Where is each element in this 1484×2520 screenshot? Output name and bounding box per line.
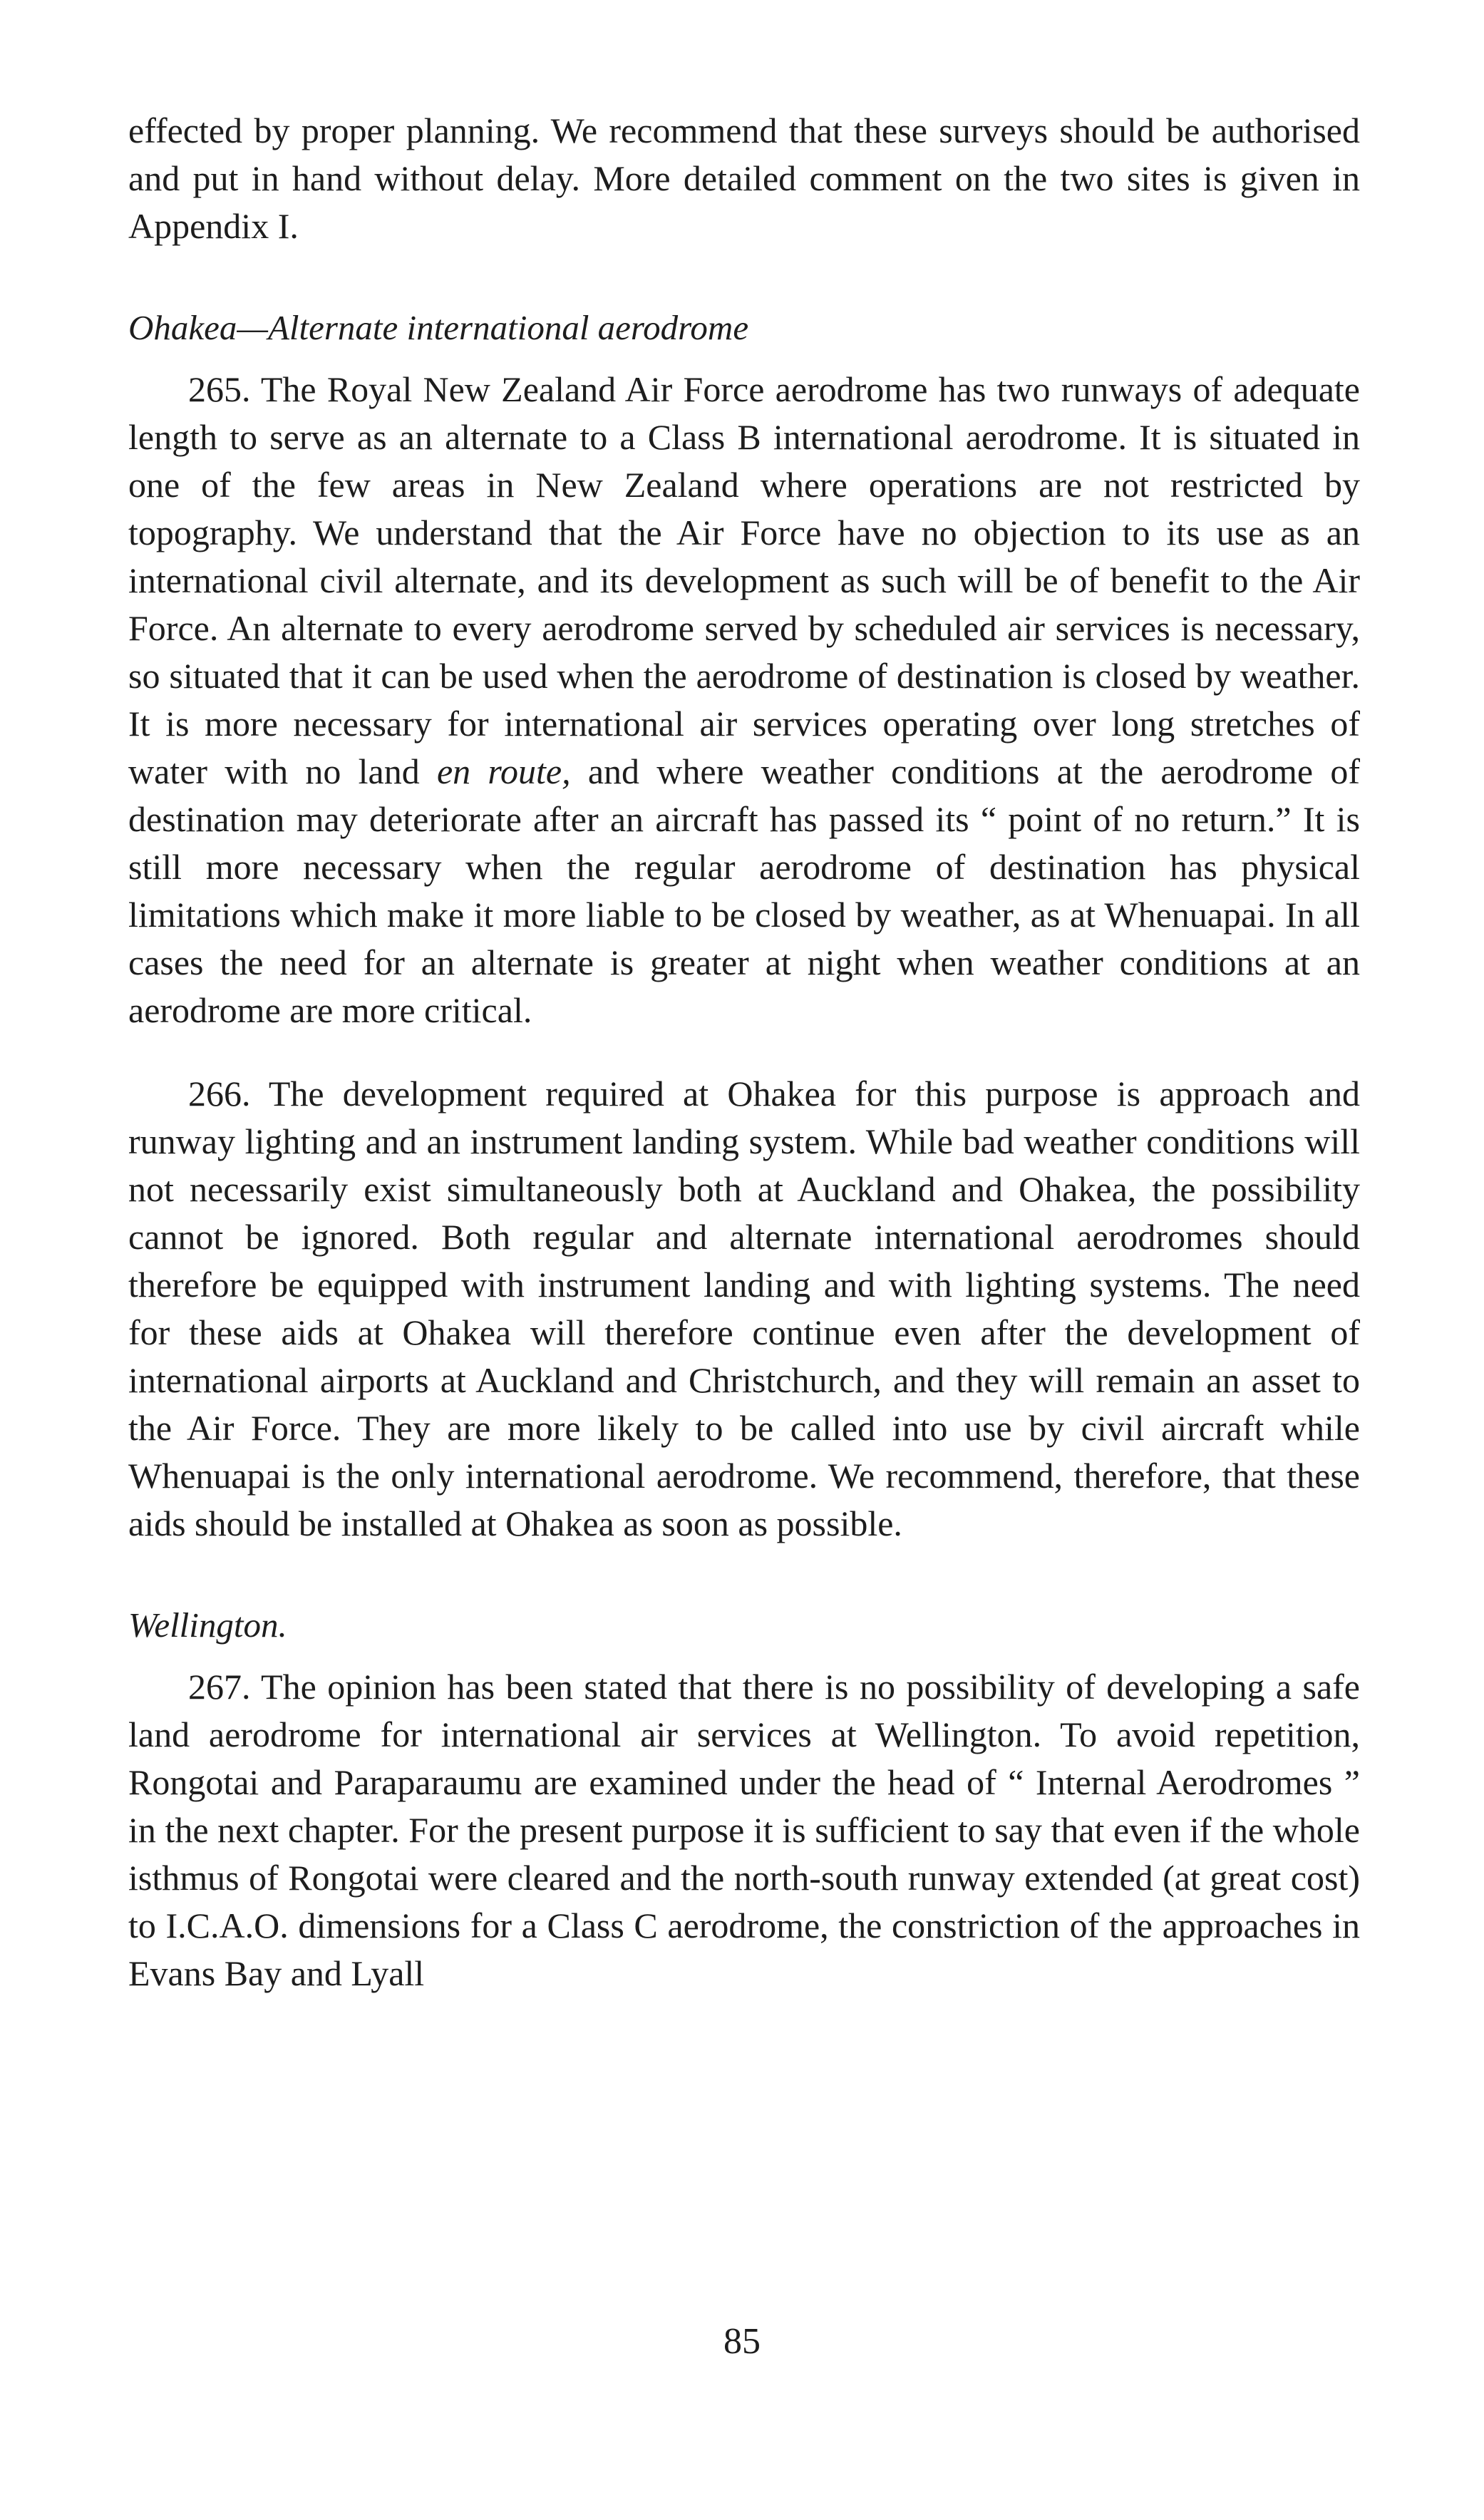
paragraph-266: 266. The development required at Ohakea for this purpose is approach and runway lighting and an instrument landing system. While bad weather conditions will not necessarily exist simultaneously both at Auckland and Ohakea, the possibility cannot be ignored. Both regular and alternate international aerodromes should therefore be equipped with instrument landing and with lighting systems. The need for these aids at Ohakea will therefore continue even after the development of international airports at Auckland and Christchurch, and they will remain an asset to the Air Force. They are more likely to be called into use by civil aircraft while Whenuapai is the only international aerodrome. We recommend, therefore, that these aids should be installed at Ohakea as soon as possible. bbox=[128, 1074, 1360, 1543]
spacer bbox=[128, 1649, 1360, 1663]
paragraph-265-text-end: and where weather conditions at the aerodrome of destination may deteriorate after an aircraft has passed its “ point of no return.” It is still more necessary when the regular aerodrome of destination has physical limitations which make it more liable to be closed by weather, as at Whenuapai. In all cases the need for an alternate is greater at night when weather conditions at an aerodrome are more critical. bbox=[128, 751, 1361, 1030]
spacer bbox=[128, 1548, 1360, 1601]
opening-paragraph: effected by proper planning. We recommend that these surveys should be authorised and put in hand without delay. More detailed comment on the two sites is given in Appendix I. bbox=[128, 110, 1360, 246]
paragraph-265-text-start: 265. The Royal New Zealand Air Force aerodrome has two runways of adequate length to serve as an alternate to a Class B international aerodrome. It is situated in one of the few areas in New Zealand where operations are not restricted by topography. We understand that the Air Force have no objection to its use as an international civil alternate, and its development as such will be of benefit to the Air Force. An alternate to every aerodrome served by scheduled air services is necessary, so situated that it can be used when the aerodrome of destination is closed by weather. It is more necessary for international air services operating over long stretches of water with no land bbox=[128, 369, 1360, 791]
document-page bbox=[128, 107, 1360, 1997]
section-heading-ohakea: Ohakea—Alternate international aerodrome bbox=[128, 308, 749, 347]
paragraph-265 bbox=[128, 366, 1360, 1034]
spacer bbox=[128, 351, 1360, 366]
paragraph-267: 267. The opinion has been stated that there is no possibility of developing a safe land aerodrome for international air services at Wellington. To avoid repetition, Rongotai and Paraparaumu are examined under the head of “ Internal Aerodromes ” in the next chapter. For the present purpose it is sufficient to say that even if the whole isthmus of Rongotai were cleared and the north-south runway extended (at great cost) to I.C.A.O. dimensions for a Class C aerodrome, the constriction of the approaches in Evans Bay and Lyall bbox=[128, 1667, 1360, 1993]
spacer bbox=[128, 250, 1360, 304]
paragraph-265-italic-phrase: en route, bbox=[436, 751, 571, 791]
spacer bbox=[128, 1034, 1360, 1070]
page-number: 85 bbox=[723, 2321, 761, 2362]
section-heading-wellington: Wellington. bbox=[128, 1605, 287, 1645]
